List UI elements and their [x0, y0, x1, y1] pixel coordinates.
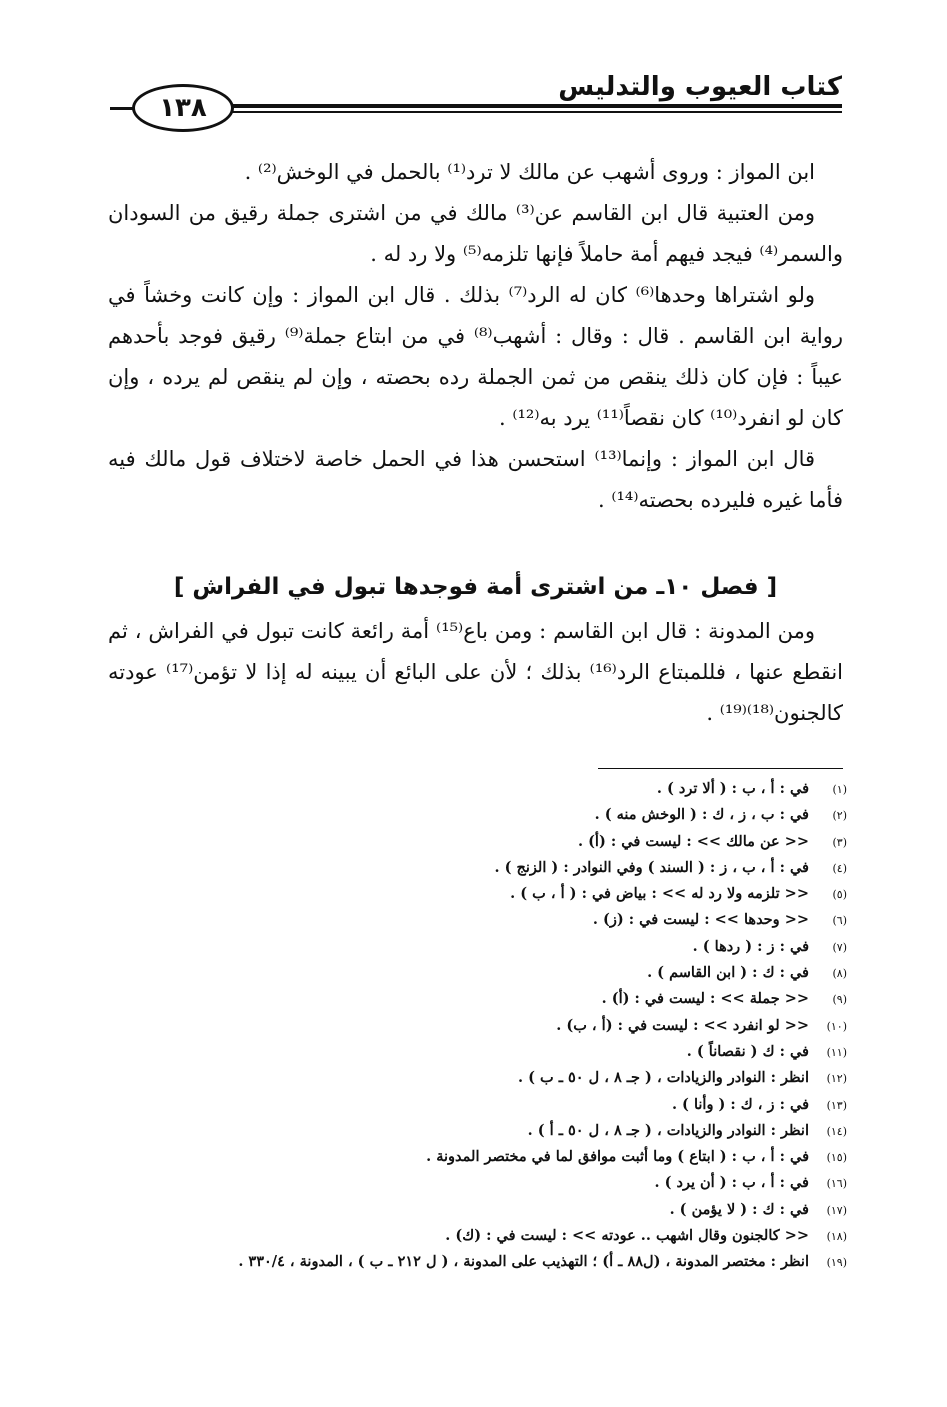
footnote — [147, 881, 847, 907]
footnote-number: (٩) — [832, 993, 847, 1007]
footnote-number: (١١) — [826, 1045, 847, 1059]
main-text — [108, 152, 843, 734]
page-number: ١٣٨ — [132, 84, 234, 132]
footnote — [147, 1223, 847, 1249]
footnote-number: (٨) — [832, 967, 847, 981]
footnote — [147, 1092, 847, 1118]
footnote — [147, 829, 847, 855]
footnote — [147, 1065, 847, 1091]
footnote-number: (٦) — [832, 914, 847, 928]
footnote-text: << تلزمه ولا رد له >> : بياض في : ( أ ، ب ) . — [510, 885, 809, 903]
footnote-text: في : ك : ( ابن القاسم ) . — [647, 964, 809, 982]
footnote-number: (١٦) — [826, 1177, 847, 1191]
footnote-text: في : أ ، ب ، ز : ( السند ) وفي النوادر : ( الزنج ) . — [494, 858, 809, 876]
header-rule-thin — [220, 111, 842, 113]
footnote — [147, 1013, 847, 1039]
paragraph: قال ابن المواز : وإنما⁽¹³⁾ استحسن هذا في الحمل خاصة لاختلاف قول مالك فيه فأما غيره فليرده بحصته⁽¹⁴⁾ . — [108, 447, 843, 512]
paragraph: ومن العتبية قال ابن القاسم عن⁽³⁾ مالك في من اشترى جملة رقيق من السودان والسمر⁽⁴⁾ فيجد فيهم أمة حاملاً فإنها تلزمه⁽⁵⁾ ولا رد له . — [108, 201, 843, 266]
paragraph: ومن المدونة : قال ابن القاسم : ومن باع⁽¹⁵⁾ أمة رائعة كانت تبول في الفراش ، ثم انقطع عنها ، فللمبتاع الرد⁽¹⁶⁾ بذلك ؛ لأن على البائع أن يبينه له إذا لا تؤمن⁽¹⁷⁾ عودته كالجنون⁽¹⁸⁾⁽¹⁹⁾ . — [108, 619, 843, 725]
footnote — [147, 1039, 847, 1065]
footnote-number: (٥) — [832, 888, 847, 902]
footnote-text: في : ك ( نقصاناً ) . — [686, 1042, 809, 1060]
footnote-text: انظر : النوادر والزيادات ، ( جـ ٨ ، ل ٥٠ ـ ب ) . — [518, 1069, 809, 1087]
footnote-text: انظر : النوادر والزيادات ، ( جـ ٨ ، ل ٥٠ ـ أ ) . — [527, 1121, 809, 1139]
footnote-number: (١) — [832, 783, 847, 796]
footnotes — [147, 776, 847, 1276]
footnote-number: (١٣) — [826, 1098, 847, 1112]
header-rule-thick — [220, 104, 842, 108]
footnote — [147, 855, 847, 881]
footnote-number: (٢) — [832, 809, 847, 823]
footnote — [147, 776, 847, 802]
footnote — [147, 907, 847, 933]
footnote-text: في : أ ، ب : ( ابتاع ) وما أثبت موافق لما في مختصر المدونة . — [426, 1148, 809, 1166]
footnote-number: (٧) — [832, 940, 847, 954]
footnote — [147, 1170, 847, 1196]
footnote-text: في : ز ، ك : ( وأنا ) . — [671, 1095, 809, 1113]
footnote — [147, 802, 847, 828]
footnote-text: في : ز : ( ردها ) . — [692, 937, 809, 955]
footnote-number: (١٠) — [826, 1019, 847, 1033]
footnote-text: في : ك : ( لا يؤمن ) . — [669, 1200, 809, 1218]
footnote-text: << عن مالك >> : ليست في : (أ) . — [577, 832, 809, 850]
footnote — [147, 1249, 847, 1275]
footnote-number: (١٨) — [826, 1230, 847, 1244]
book-title: كتاب العيوب والتدليس — [558, 72, 842, 102]
footnote-text: في : أ ، ب : ( أن يرد ) . — [654, 1174, 809, 1192]
footnote — [147, 1197, 847, 1223]
footnote-number: (١٥) — [826, 1151, 847, 1165]
footnote-number: (١٢) — [826, 1072, 847, 1086]
footnote-text: << كالجنون وقال اشهب .. عودته >> : ليست في : (ك) . — [445, 1227, 809, 1245]
footnote-separator — [598, 768, 843, 769]
footnote-text: في : أ ، ب : ( ألا ترد ) . — [656, 780, 809, 797]
footnote-number: (٤) — [832, 861, 847, 875]
footnote — [147, 986, 847, 1012]
footnote-text: انظر : مختصر المدونة ، (ل٨٨ ـ أ) ؛ التهذيب على المدونة ، ( ل ٢١٢ ـ ب ) ، المدونة ، ٣٣٠/٤ . — [238, 1253, 809, 1271]
footnote — [147, 934, 847, 960]
footnote-text: << لو انفرد >> : ليست في : (أ ، ب) . — [556, 1016, 809, 1034]
page-header — [110, 66, 850, 126]
footnote-number: (١٤) — [826, 1124, 847, 1138]
footnote-text: << وحدها >> : ليست في : (ز) . — [592, 911, 809, 929]
footnote — [147, 1118, 847, 1144]
footnote-text: << جملة >> : ليست في : (أ) . — [601, 990, 809, 1008]
footnote-number: (١٩) — [826, 1256, 847, 1270]
paragraph: ولو اشتراها وحدها⁽⁶⁾ كان له الرد⁽⁷⁾ بذلك . قال ابن المواز : وإن كانت وخشاً في رواية ابن القاسم . قال : وقال : أشهب⁽⁸⁾ في من ابتاع جملة⁽⁹⁾ رقيق فوجد بأحدهم عيباً : فإن كان ذلك ينقص من ثمن الجملة رده بحصته ، وإن لم ينقص لم يرده ، وإن كان لو انفرد⁽¹⁰⁾ كان نقصاً⁽¹¹⁾ يرد به⁽¹²⁾ . — [108, 283, 843, 430]
footnote — [147, 1144, 847, 1170]
footnote-text: في : ب ، ز ، ك : ( الوخش منه ) . — [594, 806, 809, 824]
footnote-number: (٣) — [832, 835, 847, 849]
footnote — [147, 960, 847, 986]
section-heading: [ فصل ١٠ـ من اشترى أمة فوجدها تبول في الفراش ] — [173, 574, 778, 600]
paragraph: ابن المواز : وروى أشهب عن مالك لا ترد⁽¹⁾ بالحمل في الوخش⁽²⁾ . — [244, 160, 815, 184]
footnote-number: (١٧) — [826, 1203, 847, 1217]
